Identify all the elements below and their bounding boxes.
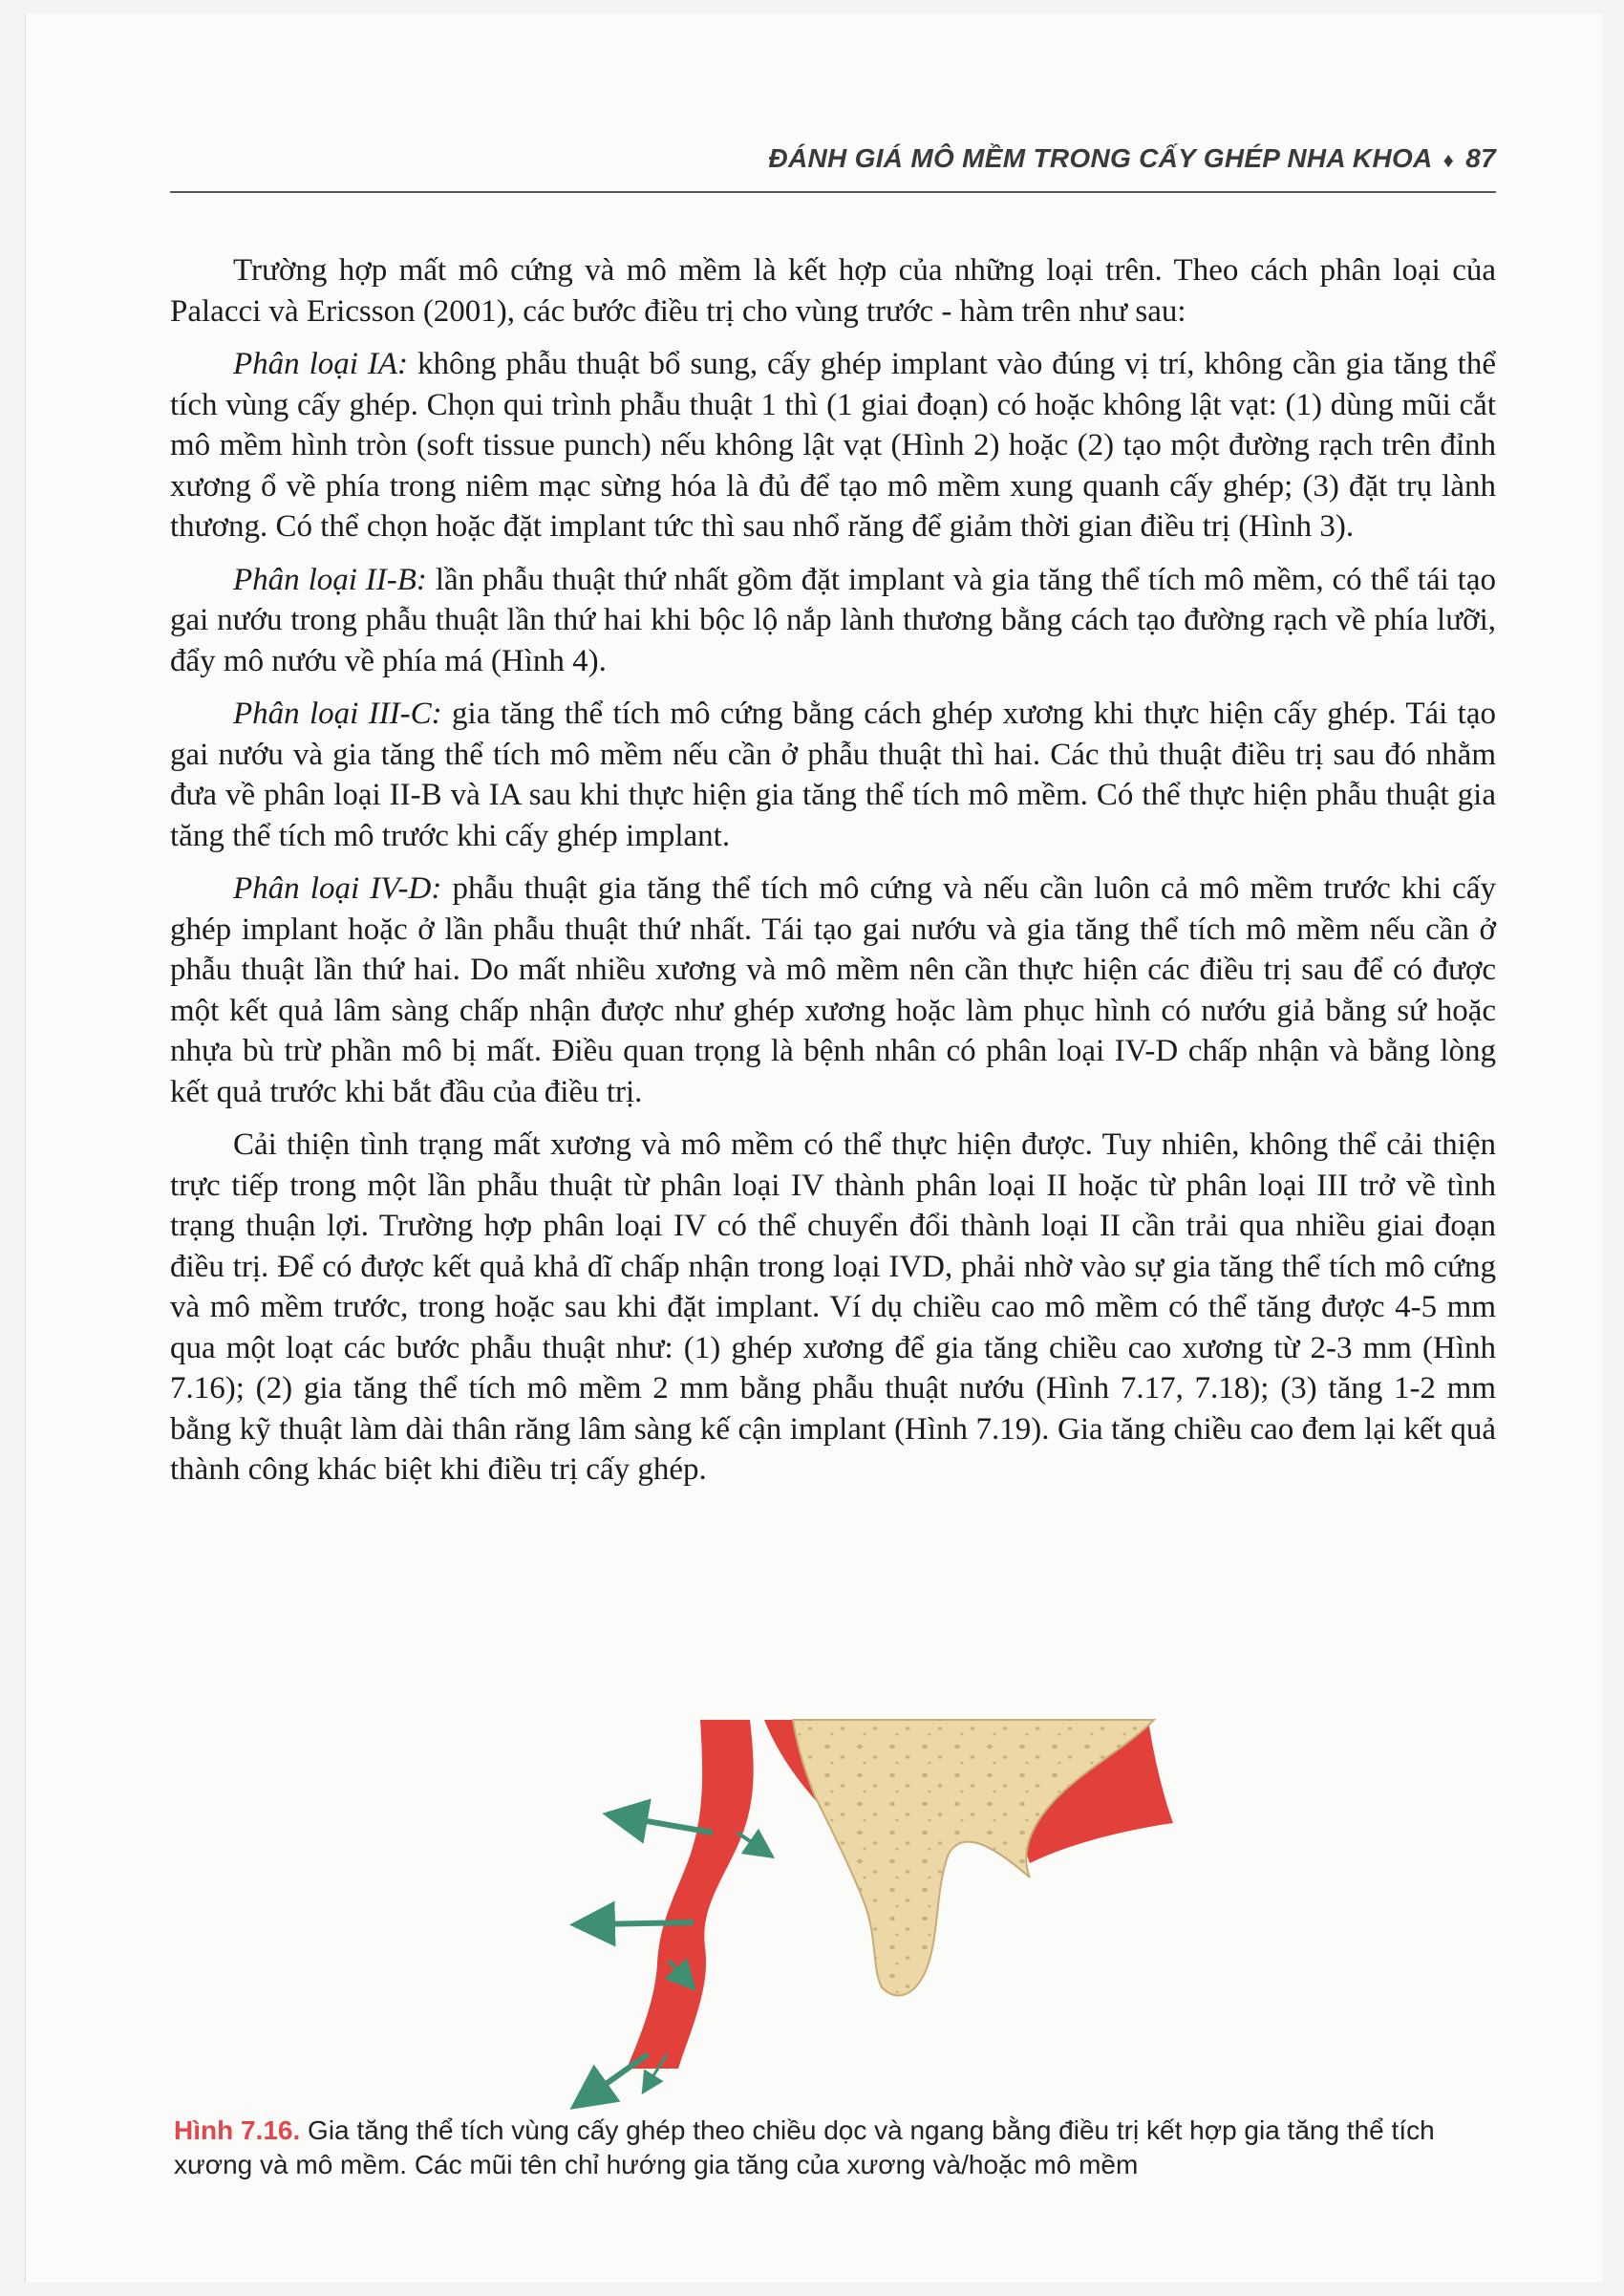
header-separator: ♦ xyxy=(1442,148,1455,172)
paragraph-improvement: Cải thiện tình trạng mất xương và mô mềm có thể thực hiện được. Tuy nhiên, không thể cải thiện trực tiếp trong một lần phẫu thuật từ phân loại IV thành phân loại II hoặc từ phân loại III trở về tình trạng thuận lợi. Trường hợp phân loại IV có thể chuyển đổi thành loại II cần trải qua nhiều giai đoạn điều trị. Để có được kết quả khả dĩ chấp nhận trong loại IVD, phải nhờ vào sự gia tăng thể tích mô cứng và mô mềm trước, trong hoặc sau khi đặt implant. Ví dụ chiều cao mô mềm có thể tăng được 4-5 mm qua một loạt các bước phẫu thuật như: (1) ghép xương để gia tăng chiều cao xương từ 2-3 mm (Hình 7.16); (2) gia tăng thể tích mô mềm 2 mm bằng phẫu thuật nướu (Hình 7.17, 7.18); (3) tăng 1-2 mm bằng kỹ thuật làm dài thân răng lâm sàng kế cận implant (Hình 7.19). Gia tăng chiều cao đem lại kết quả thành công khác biệt khi điều trị cấy ghép. xyxy=(170,1127,1496,1487)
running-header xyxy=(170,143,1496,191)
class-label: Phân loại III-C: xyxy=(233,697,442,731)
paragraph-class-iib: Phân loại II-B: lần phẫu thuật thứ nhất gồm đặt implant và gia tăng thể tích mô mềm, có thể tái tạo gai nướu trong phẫu thuật lần thứ hai khi bộc lộ nắp lành thương bằng cách tạo đường rạch về phía lưỡi, đẩy mô nướu về phía má (Hình 4). xyxy=(170,562,1496,678)
header-rule xyxy=(170,191,1496,193)
paragraph-class-ivd: Phân loại IV-D: phẫu thuật gia tăng thể tích mô cứng và nếu cần luôn cả mô mềm trước khi cấy ghép implant hoặc ở lần phẫu thuật thứ nhất. Tái tạo gai nướu và gia tăng thể tích mô mềm nếu cần ở phẫu thuật lần thứ hai. Do mất nhiều xương và mô mềm nên cần thực hiện các điều trị sau để có được một kết quả lâm sàng chấp nhận được như ghép xương hoặc làm phục hình có nướu giả bằng sứ hoặc nhựa bù trừ phần mô bị mất. Điều quan trọng là bệnh nhân có phân loại IV-D chấp nhận và bằng lòng kết quả trước khi bắt đầu của điều trị. xyxy=(170,871,1496,1109)
body-text xyxy=(170,250,1496,1503)
figure-7-16 xyxy=(170,1710,1496,2112)
paragraph-class-iiic: Phân loại III-C: gia tăng thể tích mô cứng bằng cách ghép xương khi thực hiện cấy ghép. Tái tạo gai nướu và gia tăng thể tích mô mềm nếu cần ở phẫu thuật thì hai. Các thủ thuật điều trị sau đó nhằm đưa về phân loại II-B và IA sau khi thực hiện gia tăng thể tích mô mềm. Có thể thực hiện phẫu thuật gia tăng thể tích mô trước khi cấy ghép implant. xyxy=(170,697,1496,853)
figure-number: Hình 7.16. xyxy=(174,2115,301,2145)
paragraph-intro: Trường hợp mất mô cứng và mô mềm là kết hợp của những loại trên. Theo cách phân loại của Palacci và Ericsson (2001), các bước điều trị cho vùng trước - hàm trên như sau: xyxy=(170,253,1496,329)
paragraph-class-ia: Phân loại IA: không phẫu thuật bổ sung, cấy ghép implant vào đúng vị trí, không cần gia tăng thể tích vùng cấy ghép. Chọn qui trình phẫu thuật 1 thì (1 giai đoạn) có hoặc không lật vạt: (1) dùng mũi cắt mô mềm hình tròn (soft tissue punch) nếu không lật vạt (Hình 2) hoặc (2) tạo một đường rạch trên đỉnh xương ổ về phía trong niêm mạc sừng hóa là đủ để tạo mô mềm xung quanh cấy ghép; (3) đặt trụ lành thương. Có thể chọn hoặc đặt implant tức thì sau nhổ răng để giảm thời gian điều trị (Hình 3). xyxy=(170,347,1496,544)
class-label: Phân loại II-B: xyxy=(233,562,427,597)
figure-caption xyxy=(174,2114,1492,2182)
arrow-icon xyxy=(592,1922,694,1924)
augmentation-illustration xyxy=(170,1710,1496,2112)
soft-tissue-flap xyxy=(627,1720,754,2069)
header-title: ĐÁNH GIÁ MÔ MỀM TRONG CẤY GHÉP NHA KHOA xyxy=(768,143,1432,173)
caption-text: Gia tăng thể tích vùng cấy ghép theo chiều dọc và ngang bằng điều trị kết hợp gia tăng thể tích xương và mô mềm. Các mũi tên chỉ hướng gia tăng của xương và/hoặc mô mềm xyxy=(174,2115,1435,2179)
class-label: Phân loại IV-D: xyxy=(233,871,442,906)
class-label: Phân loại IA: xyxy=(233,347,409,381)
arrow-icon xyxy=(737,1833,762,1850)
page-number: 87 xyxy=(1465,143,1496,173)
arrow-icon xyxy=(588,2054,648,2096)
